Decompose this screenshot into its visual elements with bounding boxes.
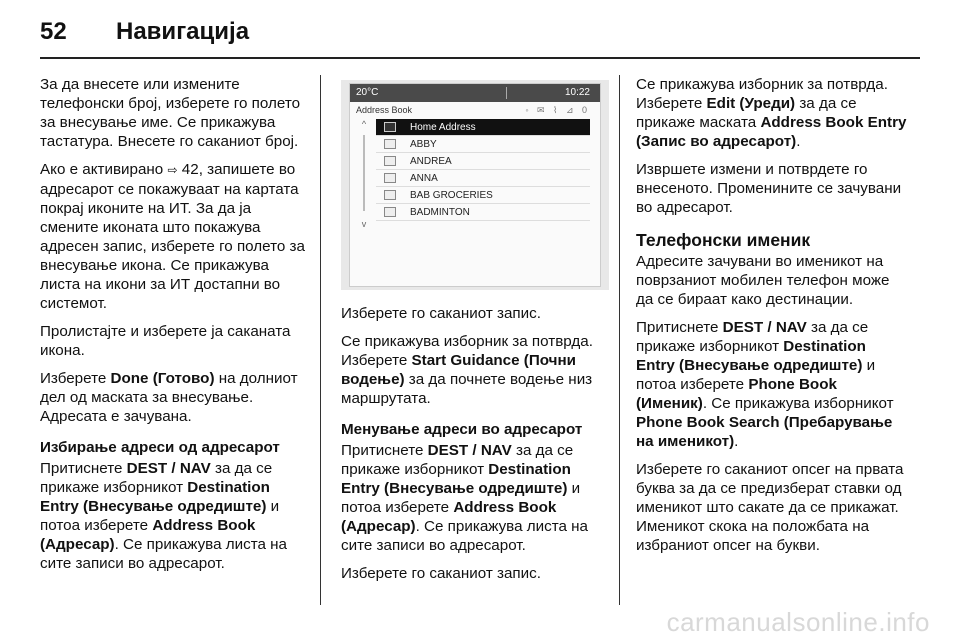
paragraph: Изберете го саканиот запис. [341,565,541,582]
column-divider [619,75,620,605]
contact-icon [384,139,396,149]
column-2 [341,304,609,592]
house-icon [384,122,396,132]
list-item[interactable]: ABBY [376,136,590,153]
contact-icon [384,173,396,183]
address-list [376,119,590,221]
store-icon [384,190,396,200]
list-item[interactable]: ANDREA [376,153,590,170]
page-ref-icon: ⇨ [167,163,178,177]
paragraph: Притиснете DEST / NAV за да се прикаже изборникот Destination Entry (Внесување одредиште) и потоа изберете Phone Book (Именик). Се прикажува изборникот Phone Book Search (Пребарување на именикот). [636,319,894,450]
status-divider [506,87,507,99]
paragraph: Се прикажува изборник за потврда. Изберете Edit (Уреди) за да се прикаже маската Address Book Entry (Запис во адресарот). [636,76,907,150]
clock: 10:22 [564,87,590,98]
list-item[interactable]: ANNA [376,170,590,187]
paragraph: Пролистајте и изберете ја саканата икона. [40,323,291,359]
paragraph: Изберете Done (Готово) на долниот дел од маската за внесување. Адресата е зачувана. [40,370,298,425]
header-divider [40,57,920,59]
paragraph: Адресите зачувани во именикот на поврзаниот мобилен телефон може да се бираат како дестинации. [636,253,890,308]
paragraph: Ако е активирано ⇨ 42, запишете во адресарот се покажуваат на картата покрај иконите на ИТ. За да ја смените иконата што покажува адресен запис, изберете го полето за внесување икона. Се прикажува листа на икони за ИТ достапни во системот. [40,161,305,312]
paragraph: Притиснете DEST / NAV за да се прикаже изборникот Destination Entry (Внесување одредиште) и потоа изберете Address Book (Адресар). Се прикажува листа на сите записи во адресарот. [40,460,287,572]
scroll-track [363,135,365,211]
list-item[interactable]: Home Address [376,119,590,136]
contact-icon [384,207,396,217]
status-icons: ◦ ✉ ⌇ ⊿ 0 [525,105,590,115]
page-header [36,14,924,54]
scroll-down-icon[interactable]: v [361,219,367,229]
section-heading: Телефонски именик [636,230,811,250]
status-bar [350,84,600,102]
chapter-title: Навигација [116,18,250,45]
paragraph: Притиснете DEST / NAV за да се прикаже изборникот Destination Entry (Внесување одредиште) и потоа изберете Address Book (Адресар). Се прикажува листа на сите записи во адресарот. [341,442,588,554]
subheading: Менување адреси во адресарот [341,421,583,438]
address-book-screenshot [341,80,609,290]
column-3 [636,75,908,564]
column-1 [40,75,305,582]
column-divider [320,75,321,605]
screen-title: Address Book [356,105,413,115]
scrollbar[interactable] [358,119,370,229]
scroll-up-icon[interactable]: ^ [361,119,367,129]
contact-icon [384,156,396,166]
watermark: carmanualsonline.info [666,607,930,637]
paragraph: Изберете го саканиот опсег на првата буква за да се предизберат ставки од именикот што сакате да се прикажат. Именикот скока на положбата на избраниот опсег на букви. [636,461,904,554]
page-number: 52 [40,18,67,45]
paragraph: Изберете го саканиот запис. [341,305,541,322]
infotainment-display [349,83,601,287]
list-item[interactable]: BAB GROCERIES [376,187,590,204]
paragraph: Извршете измени и потврдете го внесеното. Променините се зачувани во адресарот. [636,161,902,216]
subheading: Избирање адреси од адресарот [40,439,280,456]
paragraph: Се прикажува изборник за потврда. Изберете Start Guidance (Почни водење) за да почнете водење низ маршрутата. [341,333,593,407]
list-item[interactable]: BADMINTON [376,204,590,221]
paragraph: За да внесете или измените телефонски број, изберете го полето за внесување име. Се прикажува тастатура. Внесете го саканиот број. [40,76,301,150]
temperature: 20°C [356,87,379,98]
